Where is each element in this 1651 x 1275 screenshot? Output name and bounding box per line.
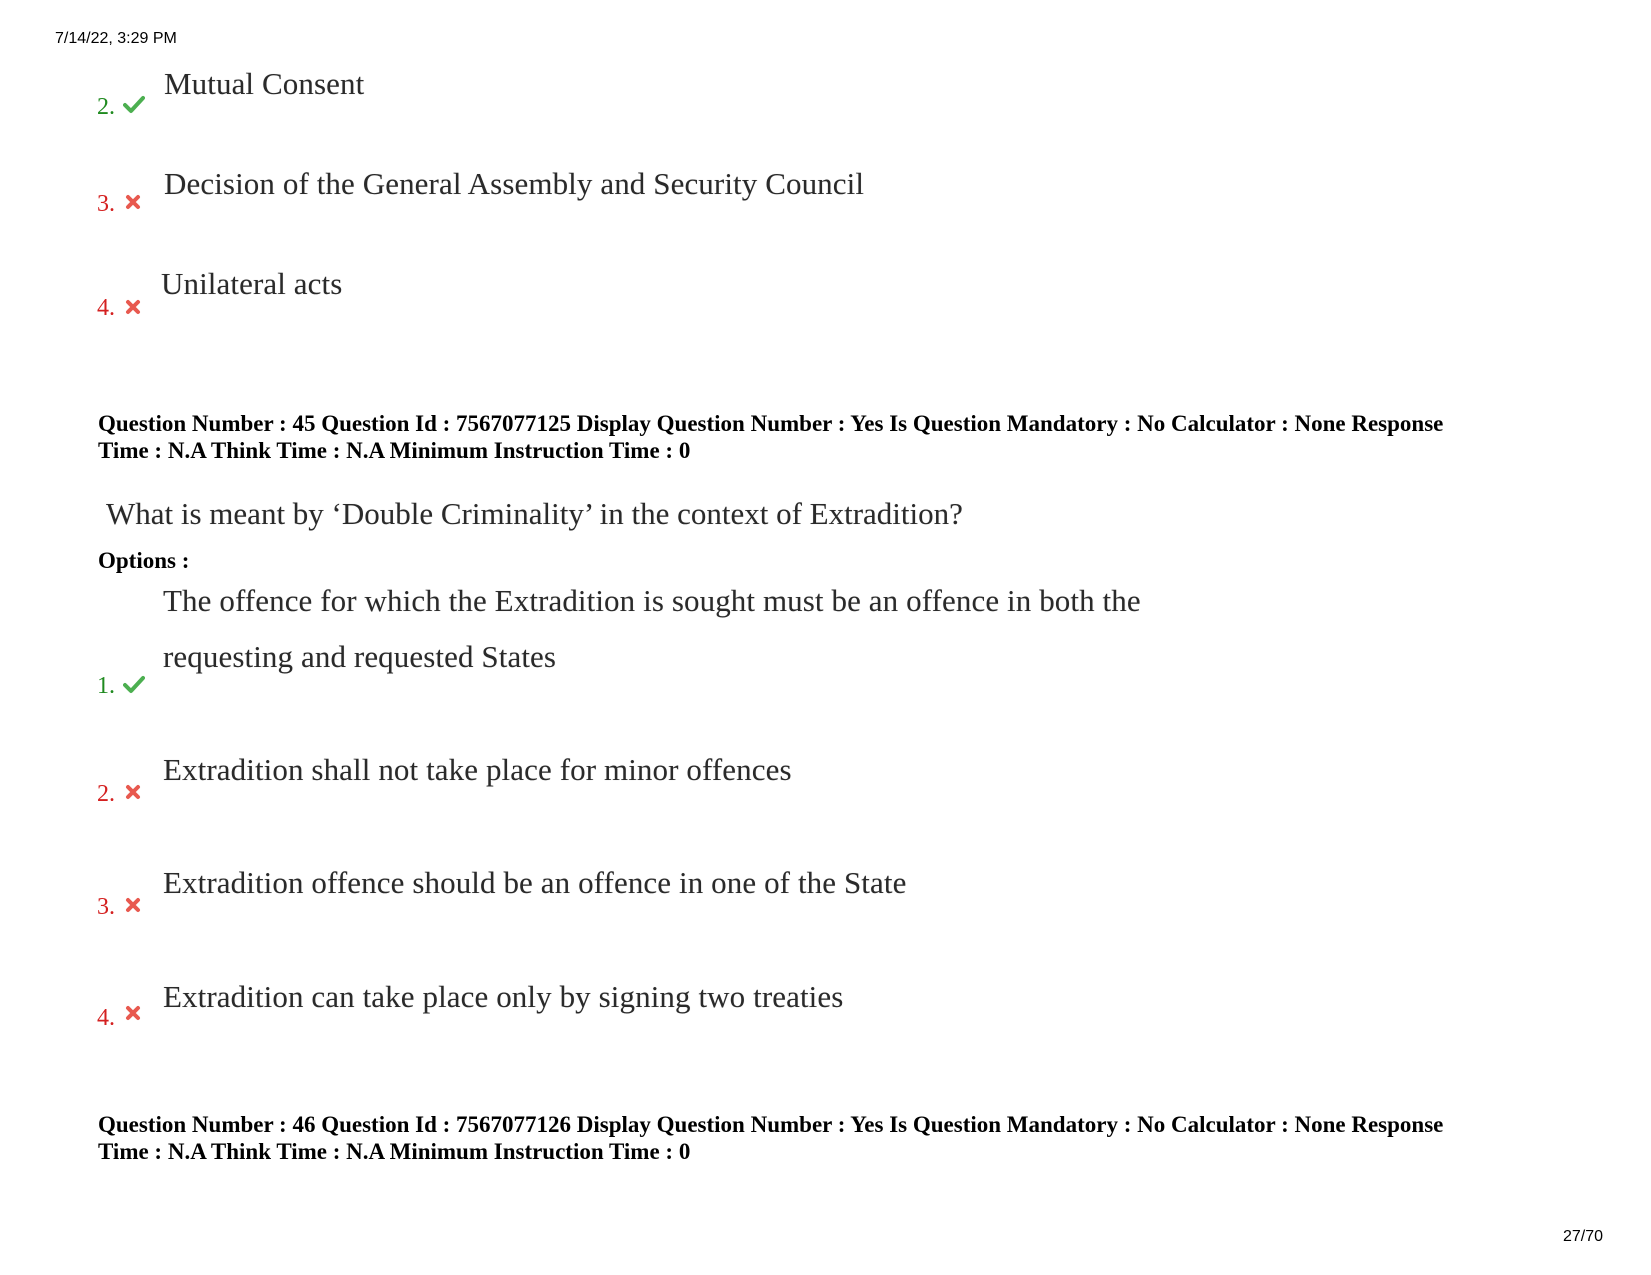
print-timestamp: 7/14/22, 3:29 PM <box>55 30 177 47</box>
option-text <box>163 573 1141 685</box>
option-number: 3. <box>97 894 115 920</box>
option-text: Mutual Consent <box>164 66 365 101</box>
page-number: 27/70 <box>1562 1228 1603 1245</box>
option-text-line: requesting and requested States <box>163 639 557 674</box>
option-number: 1. <box>97 673 115 699</box>
option-text: Unilateral acts <box>161 266 343 301</box>
option-number: 2. <box>97 94 115 120</box>
option-text: Extradition shall not take place for minor offences <box>163 752 792 787</box>
check-icon <box>123 95 145 115</box>
cross-icon <box>123 1004 145 1024</box>
cross-icon <box>123 298 145 318</box>
cross-icon <box>123 783 145 803</box>
question-45-meta <box>98 410 1578 464</box>
option-text: Extradition offence should be an offence in one of the State <box>163 865 907 900</box>
option-number: 4. <box>97 1005 115 1031</box>
cross-icon <box>123 193 145 213</box>
option-number: 3. <box>97 191 115 217</box>
option-number: 4. <box>97 295 115 321</box>
option-number: 2. <box>97 781 115 807</box>
question-46-meta <box>98 1111 1578 1165</box>
option-text-line: The offence for which the Extradition is sought must be an offence in both the <box>163 583 1141 618</box>
meta-line: Time : N.A Think Time : N.A Minimum Instruction Time : 0 <box>98 1139 691 1164</box>
meta-line: Question Number : 45 Question Id : 7567077125 Display Question Number : Yes Is Question Mandatory : No Calculator : None Response <box>98 411 1444 436</box>
options-label: Options : <box>98 548 190 573</box>
cross-icon <box>123 896 145 916</box>
meta-line: Question Number : 46 Question Id : 7567077126 Display Question Number : Yes Is Question Mandatory : No Calculator : None Response <box>98 1112 1444 1137</box>
question-45-text: What is meant by ‘Double Criminality’ in the context of Extradition? <box>106 496 963 531</box>
check-icon <box>123 675 145 695</box>
option-text: Decision of the General Assembly and Security Council <box>164 166 865 201</box>
meta-line: Time : N.A Think Time : N.A Minimum Instruction Time : 0 <box>98 438 691 463</box>
option-text: Extradition can take place only by signing two treaties <box>163 979 844 1014</box>
